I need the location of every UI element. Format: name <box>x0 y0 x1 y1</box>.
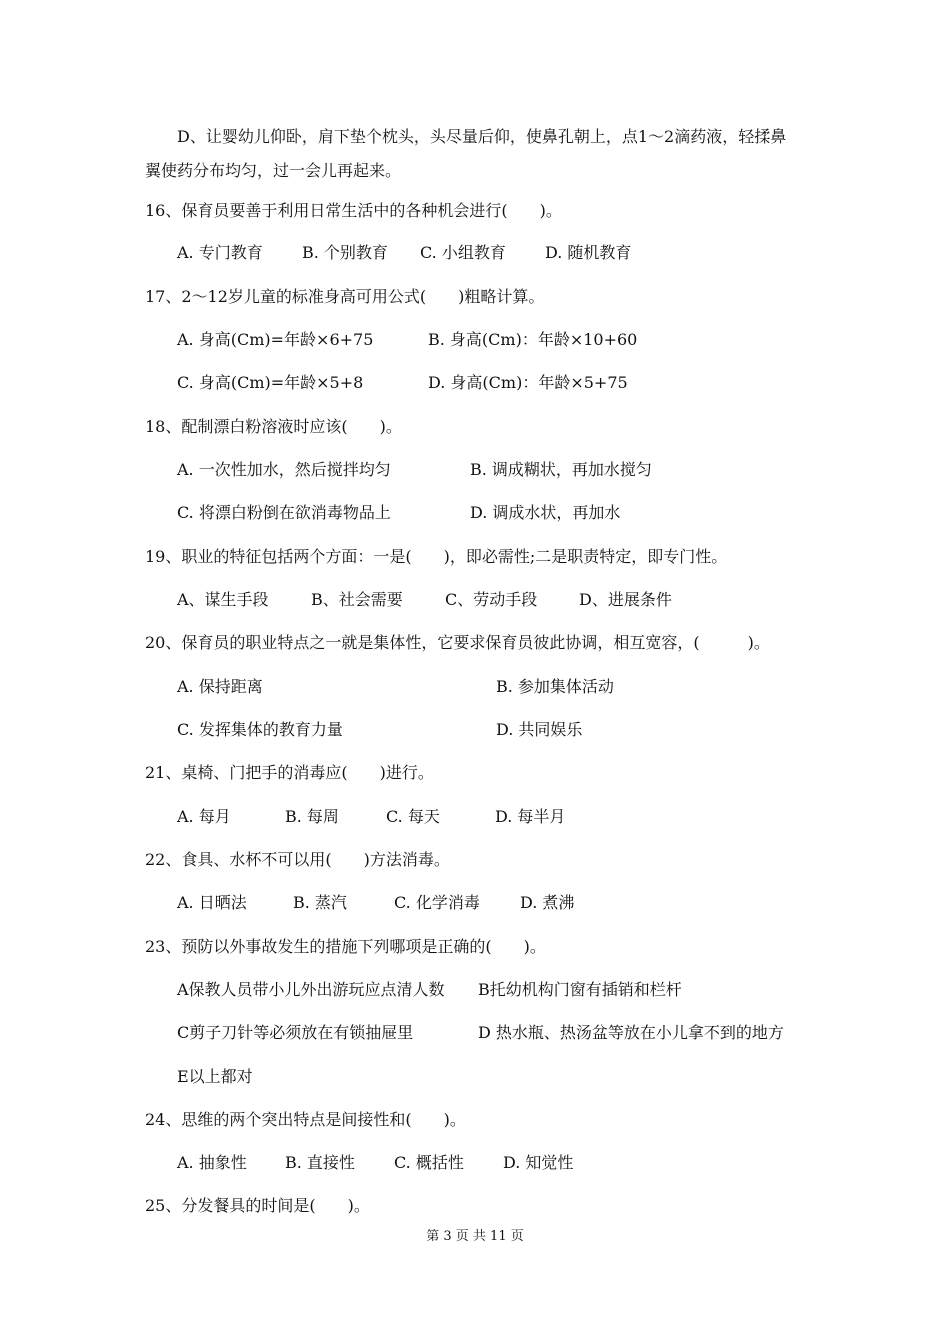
q15-option-d-line2: 翼使药分布均匀，过一会儿再起来。 <box>145 161 402 180</box>
q24-option-a: A. 抽象性 <box>177 1153 247 1172</box>
q18-option-a: A. 一次性加水，然后搅拌均匀 <box>177 460 391 479</box>
q20-option-a: A. 保持距离 <box>177 677 263 696</box>
question-17-stem: 17、2～12岁儿童的标准身高可用公式( )粗略计算。 <box>145 287 545 306</box>
q18-option-b: B. 调成糊状，再加水搅匀 <box>470 460 652 479</box>
q21-option-d: D. 每半月 <box>495 807 566 826</box>
q16-option-c: C. 小组教育 <box>420 243 506 262</box>
q18-option-c: C. 将漂白粉倒在欲消毒物品上 <box>177 503 391 522</box>
q18-option-d: D. 调成水状，再加水 <box>470 503 621 522</box>
q19-option-b: B、社会需要 <box>311 590 403 609</box>
q21-option-a: A. 每月 <box>177 807 231 826</box>
q19-option-d: D、进展条件 <box>579 590 672 609</box>
q24-option-c: C. 概括性 <box>394 1153 464 1172</box>
q20-option-d: D. 共同娱乐 <box>496 720 583 739</box>
q16-option-a: A. 专门教育 <box>177 243 263 262</box>
question-21-stem: 21、桌椅、门把手的消毒应( )进行。 <box>145 763 434 782</box>
q23-option-c: C剪子刀针等必须放在有锁抽屉里 <box>177 1023 414 1042</box>
question-22-stem: 22、食具、水杯不可以用( )方法消毒。 <box>145 850 450 869</box>
q23-option-d: D 热水瓶、热汤盆等放在小儿拿不到的地方 <box>478 1023 784 1042</box>
q19-option-c: C、劳动手段 <box>445 590 538 609</box>
page-footer: 第 3 页 共 11 页 <box>426 1229 524 1244</box>
q17-option-a: A. 身高(Cm)=年龄×6+75 <box>177 330 374 349</box>
q20-option-b: B. 参加集体活动 <box>496 677 614 696</box>
q23-option-a: A保教人员带小儿外出游玩应点清人数 <box>177 980 445 999</box>
q19-option-a: A、谋生手段 <box>177 590 269 609</box>
q23-option-b: B托幼机构门窗有插销和栏杆 <box>478 980 682 999</box>
q22-option-b: B. 蒸汽 <box>293 893 347 912</box>
q16-option-b: B. 个别教育 <box>302 243 388 262</box>
q15-option-d-line1: D、让婴幼儿仰卧，肩下垫个枕头，头尽量后仰，使鼻孔朝上，点1～2滴药液，轻揉鼻 <box>177 127 787 146</box>
q23-option-e: E以上都对 <box>177 1067 253 1086</box>
question-19-stem: 19、职业的特征包括两个方面：一是( )，即必需性;二是职责特定，即专门性。 <box>145 547 728 566</box>
q22-option-a: A. 日晒法 <box>177 893 247 912</box>
q17-option-c: C. 身高(Cm)=年龄×5+8 <box>177 373 364 392</box>
q16-option-d: D. 随机教育 <box>545 243 632 262</box>
q21-option-b: B. 每周 <box>285 807 339 826</box>
q24-option-b: B. 直接性 <box>285 1153 355 1172</box>
q24-option-d: D. 知觉性 <box>503 1153 574 1172</box>
question-18-stem: 18、配制漂白粉溶液时应该( )。 <box>145 417 402 436</box>
question-24-stem: 24、思维的两个突出特点是间接性和( )。 <box>145 1110 466 1129</box>
q17-option-d: D. 身高(Cm)：年龄×5+75 <box>428 373 628 392</box>
q21-option-c: C. 每天 <box>386 807 440 826</box>
q20-option-c: C. 发挥集体的教育力量 <box>177 720 343 739</box>
question-20-stem: 20、保育员的职业特点之一就是集体性，它要求保育员彼此协调，相互宽容，( )。 <box>145 633 770 652</box>
q22-option-c: C. 化学消毒 <box>394 893 480 912</box>
question-25-stem: 25、分发餐具的时间是( )。 <box>145 1196 370 1215</box>
question-16-stem: 16、保育员要善于利用日常生活中的各种机会进行( )。 <box>145 201 562 220</box>
q17-option-b: B. 身高(Cm)：年龄×10+60 <box>428 330 638 349</box>
question-23-stem: 23、预防以外事故发生的措施下列哪项是正确的( )。 <box>145 937 546 956</box>
q22-option-d: D. 煮沸 <box>520 893 575 912</box>
